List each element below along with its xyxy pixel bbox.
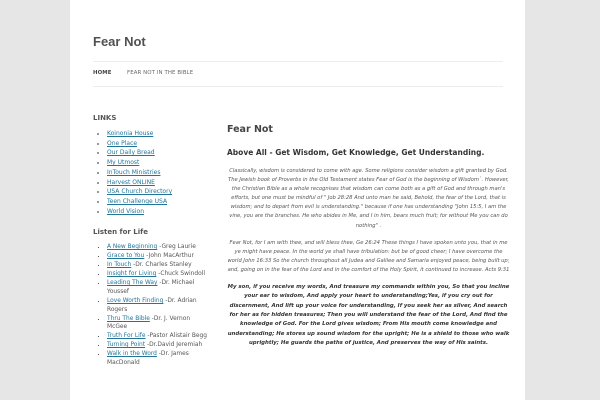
author-name: -Dr. J. Vernon McGee: [107, 315, 191, 331]
link-world-vision[interactable]: World Vision: [107, 207, 145, 215]
author-name: -Dr. Charles Stanley: [131, 262, 192, 269]
fear-not-paragraph: Fear Not, for I am with thee, and will bless thee, Ge 26:24 These things I have spoken unto you, that in me ye might have peace. In the world ye shall have tribulation: but be of good cheer; I have overcome the world John 16:33 So the church throughout all Judea and Galilee and Samaria enjoyed peace, being built up; and, going on in the fear of the Lord and in the comfort of the Holy Spirit, it continued to increase. Acts 9:31: [227, 239, 510, 273]
list-item: [107, 243, 208, 252]
wisdom-paragraph: Classically, wisdom is considered to come with age. Some religions consider wisdom a gift granted by God. The Jewish book of Proverbs in the Old Testament states Fear of God is the beginning of Wisdom`. However, the Christian Bible as a whole recognises that wisdom can come both as a gift of God and through man's efforts, but one must be mindful of " Job 28:28 And unto man he said, Behold, the fear of the Lord, that is wisdom; and to depart from evil is understanding." because if one has understanding "John 15:5, I am the vine, you are the branches. He who abides in Me, and I in him, bears much fruit; for without Me you can do nothing" .: [228, 168, 509, 229]
link-koinonia-house[interactable]: Koinonia House: [107, 130, 154, 137]
list-item: [107, 252, 208, 261]
listen-widget-title: Listen for Life: [93, 228, 148, 237]
page-container: [70, 0, 525, 400]
link-harvest-online[interactable]: Harvest ONLINE: [107, 178, 155, 186]
list-item: [107, 178, 208, 188]
list-item: [107, 315, 208, 333]
nav-fear-not-in-the-bible[interactable]: FEAR NOT IN THE BIBLE: [127, 70, 194, 76]
list-item: [107, 270, 208, 279]
links-widget-title: LINKS: [93, 114, 117, 122]
list-item: [107, 297, 208, 315]
link-walk-in-the-word[interactable]: Walk in the Word: [107, 351, 157, 358]
link-a-new-beginning[interactable]: A New Beginning: [107, 244, 158, 251]
sidebar: [93, 114, 208, 380]
nav-home[interactable]: HOME: [93, 70, 112, 76]
link-leading-the-way[interactable]: Leading The Way: [107, 279, 158, 286]
link-love-worth-finding[interactable]: Love Worth Finding: [107, 297, 164, 304]
entry-title: Fear Not: [227, 124, 273, 135]
link-in-touch[interactable]: In Touch: [107, 262, 132, 269]
links-list: [93, 129, 208, 216]
author-name: -John MacArthur: [144, 253, 194, 260]
author-name: -Dr. Adrian Rogers: [107, 297, 197, 313]
main-navigation: [93, 61, 503, 87]
author-name: -Greg Laurie: [157, 244, 196, 251]
author-name: -Chuck Swindoll: [156, 271, 205, 278]
author-name: -Pastor Alistair Begg: [145, 333, 208, 340]
list-item: [107, 168, 208, 178]
list-item: [107, 158, 208, 168]
link-one-place[interactable]: One Place: [107, 139, 138, 147]
proverbs-paragraph: My son, if you receive my words, And treasure my commands within you, So that you incline your ear to wisdom, And apply your heart to understanding;Yes, if you cry out for discernment, And lift up your voice for understanding, If you seek her as silver, And search for her as for hidden treasures; Then you will understand the fear of the Lord, And find the knowledge of God. For the Lord gives wisdom; From His mouth come knowledge and understanding; He stores up sound wisdom for the upright; He is a shield to those who walk uprightly; He guards the paths of justice, And preserves the way of His saints.: [227, 284, 510, 346]
list-item: [107, 129, 208, 139]
link-insight-for-living[interactable]: Insight for Living: [107, 271, 157, 278]
link-usa-church-directory[interactable]: USA Church Directory: [107, 188, 173, 196]
list-item: [107, 332, 208, 341]
link-turning-point[interactable]: Turning Point: [107, 342, 146, 349]
list-item: [107, 279, 208, 297]
list-item: [107, 341, 208, 350]
list-item: [107, 148, 208, 158]
link-grace-to-you[interactable]: Grace to You: [107, 253, 145, 260]
entry-subheading: Above All - Get Wisdom, Get Knowledge, Get Understanding.: [227, 148, 485, 157]
link-my-utmost[interactable]: My Utmost: [107, 159, 140, 167]
author-name: -Dr.David Jeremiah: [145, 342, 203, 349]
list-item: [107, 197, 208, 207]
link-truth-for-life[interactable]: Truth For Life: [107, 333, 146, 340]
author-name: -Dr. Michael Youssef: [107, 279, 195, 295]
list-item: [107, 350, 208, 368]
list-item: [107, 261, 208, 270]
list-item: [107, 139, 208, 149]
site-title[interactable]: Fear Not: [93, 34, 146, 49]
author-name: -Dr. James MacDonald: [107, 351, 189, 367]
link-intouch-ministries[interactable]: InTouch Ministries: [107, 168, 161, 176]
list-item: [107, 207, 208, 217]
link-teen-challenge-usa[interactable]: Teen Challenge USA: [107, 197, 168, 205]
list-item: [107, 187, 208, 197]
listen-list: [93, 243, 208, 368]
link-our-daily-bread[interactable]: Our Daily Bread: [107, 149, 155, 157]
main-content: [227, 124, 510, 348]
link-thru-the-bible[interactable]: Thru The Bible: [107, 315, 150, 322]
